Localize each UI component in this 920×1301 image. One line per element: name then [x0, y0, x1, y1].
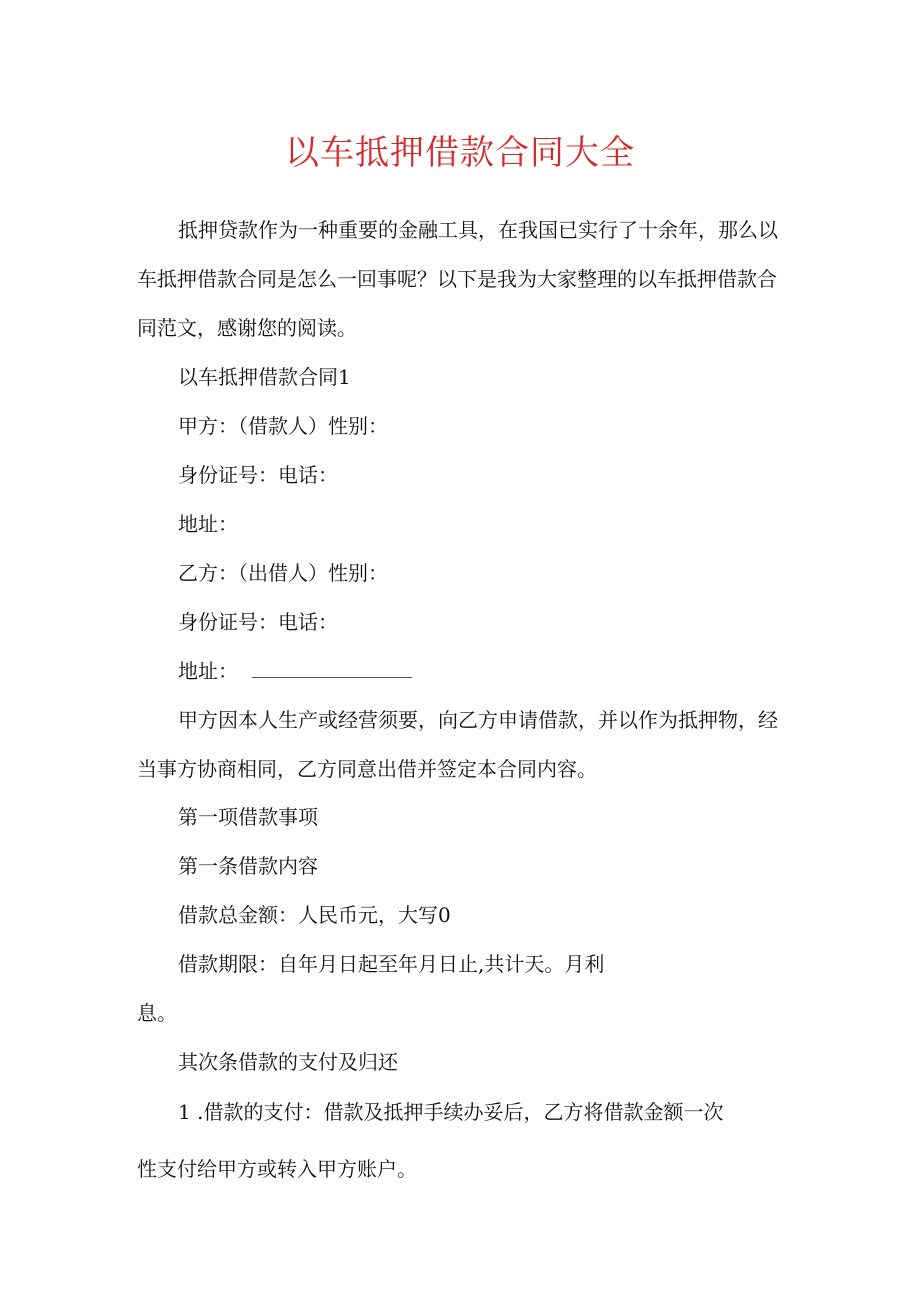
document-title: 以车抵押借款合同大全	[285, 133, 635, 173]
section-heading: 第一项借款事项	[178, 805, 318, 829]
party-b-address-label: 地址：	[178, 659, 238, 683]
article-2-heading: 其次条借款的支付及归还	[178, 1050, 398, 1074]
loan-term-line-1: 借款期限：自年月日起至年月日止,共计天。月利	[178, 952, 605, 976]
party-a-line: 甲方：（借款人）性别：	[178, 414, 388, 438]
party-b-line: 乙方：（出借人）性别：	[178, 561, 388, 585]
intro-line-3: 同范文，感谢您的阅读。	[137, 316, 357, 340]
address-blank-line	[252, 661, 412, 678]
party-b-id-line: 身份证号：电话：	[178, 610, 338, 634]
party-a-id-line: 身份证号：电话：	[178, 463, 338, 487]
loan-term-line-2: 息。	[137, 1001, 177, 1025]
loan-amount-line: 借款总金额：人民币元，大写0	[178, 903, 451, 927]
preamble-line-1: 甲方因本人生产或经营须要，向乙方申请借款，并以作为抵押物，经	[178, 708, 778, 732]
article-1-heading: 第一条借款内容	[178, 854, 318, 878]
intro-line-1: 抵押贷款作为一种重要的金融工具，在我国已实行了十余年，那么以	[178, 218, 778, 242]
preamble-line-2: 当事方协商相同，乙方同意出借并签定本合同内容。	[137, 757, 597, 781]
party-a-address-line: 地址：	[178, 512, 238, 536]
intro-line-2: 车抵押借款合同是怎么一回事呢？以下是我为大家整理的以车抵押借款合	[137, 267, 777, 291]
party-b-address-row	[178, 657, 412, 685]
payment-line-1: 1 .借款的支付：借款及抵押手续办妥后，乙方将借款金额一次	[178, 1100, 724, 1124]
contract-heading: 以车抵押借款合同1	[178, 365, 351, 389]
payment-line-2: 性支付给甲方或转入甲方账户。	[137, 1157, 417, 1181]
